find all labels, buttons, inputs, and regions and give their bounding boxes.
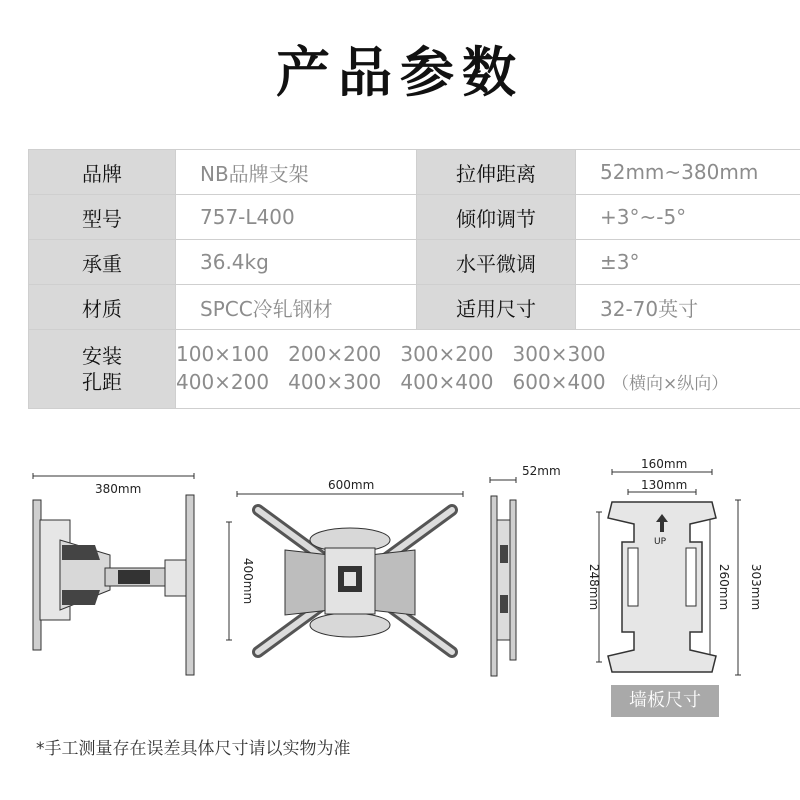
level-value: ±3°: [576, 240, 800, 285]
tilt-label: 倾仰调节: [417, 195, 576, 240]
table-row: [29, 150, 800, 195]
wallplate-right-height-label: 303mm: [749, 563, 763, 611]
brand-label: 品牌: [29, 150, 176, 195]
holes-note: （横向×纵向）: [612, 374, 729, 394]
model-value: 757-L400: [176, 195, 417, 240]
side-extended-diagram: [33, 476, 194, 675]
table-row: [29, 285, 800, 330]
holes-line2: 400×200 400×300 400×400 600×400: [176, 370, 606, 394]
model-label: 型号: [29, 195, 176, 240]
table-row: [29, 330, 800, 409]
wallplate-left-height-label: 248mm: [587, 563, 601, 611]
wallplate-top-outer-label: 160mm: [641, 457, 688, 471]
load-value: 36.4kg: [176, 240, 417, 285]
wallplate-top-inner-label: 130mm: [641, 478, 688, 492]
spec-table: [28, 149, 800, 409]
holes-value: [176, 330, 800, 409]
material-label: 材质: [29, 285, 176, 330]
footnote: *手工测量存在误差具体尺寸请以实物为准: [36, 739, 351, 759]
table-row: [29, 240, 800, 285]
size-label: 适用尺寸: [417, 285, 576, 330]
size-value: 32-70英寸: [576, 285, 800, 330]
table-row: [29, 195, 800, 240]
side-folded-diagram: [490, 464, 561, 676]
wallplate-size-badge: 墙板尺寸: [611, 685, 719, 717]
material-value: SPCC冷轧钢材: [176, 285, 417, 330]
holes-label-line2: 孔距: [82, 370, 122, 394]
holes-line1: 100×100 200×200 300×200 300×300: [176, 342, 606, 366]
stretch-value: 52mm~380mm: [576, 150, 800, 195]
front-width-label: 600mm: [328, 478, 375, 492]
brand-value: NB品牌支架: [176, 150, 417, 195]
side-extended-width-label: 380mm: [95, 482, 142, 496]
tilt-value: +3°~-5°: [576, 195, 800, 240]
front-diagram: [229, 478, 463, 652]
wallplate-diagram: [587, 457, 763, 675]
level-label: 水平微调: [417, 240, 576, 285]
dimension-diagrams: [0, 440, 800, 720]
holes-label: [29, 330, 176, 409]
load-label: 承重: [29, 240, 176, 285]
holes-label-line1: 安装: [82, 344, 122, 368]
wallplate-mid-height-label: 260mm: [717, 563, 731, 611]
front-height-label: 400mm: [241, 557, 255, 605]
page-title: 产品参数: [276, 41, 524, 104]
side-folded-depth-label: 52mm: [522, 464, 561, 478]
wallplate-up-mark: UP: [654, 537, 667, 547]
stretch-label: 拉伸距离: [417, 150, 576, 195]
